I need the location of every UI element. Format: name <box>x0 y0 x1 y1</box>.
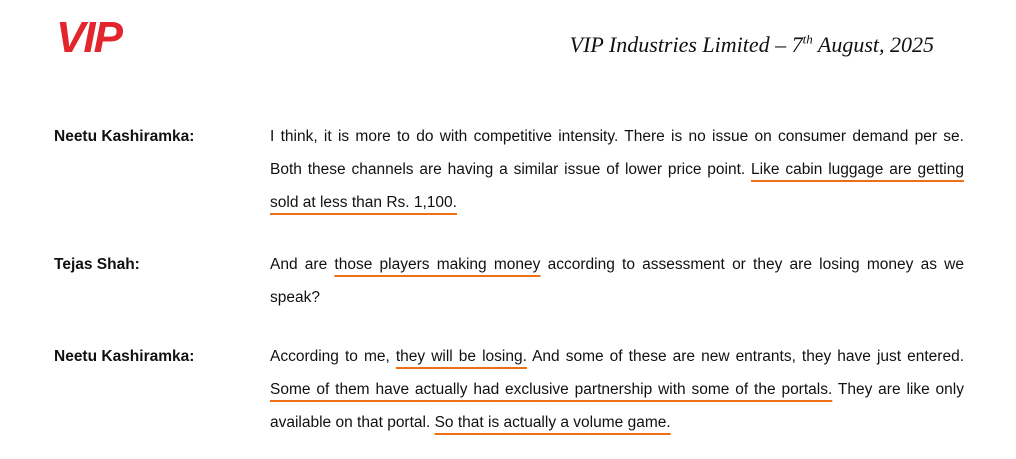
speech-text <box>270 248 964 314</box>
speech-text <box>270 120 964 219</box>
speech-segment-underlined: those players making money <box>334 256 541 273</box>
speech-segment-underlined: they will be losing. <box>395 348 527 365</box>
document-header-title <box>570 32 934 58</box>
speech-segment: And are <box>270 256 335 273</box>
speaker-name: Tejas Shah: <box>54 256 140 273</box>
speech-text <box>270 340 964 439</box>
header-title-sup: th <box>802 31 813 47</box>
speech-segment: according to assessment or they are losing money as we speak? <box>270 256 964 306</box>
speech-segment: And some of these are new entrants, they have just entered. <box>526 348 964 365</box>
speaker-name: Neetu Kashiramka: <box>54 128 195 145</box>
speech-segment-underlined: So that is actually a volume game. <box>434 414 671 431</box>
speech-segment-underlined: Like cabin luggage are getting sold at less than Rs. 1,100. <box>270 161 964 211</box>
speech-segment: I think, it is more to do with competitive intensity. There is no issue on consumer demand per se. Both these channels are having a similar issue of lower price point. <box>270 128 964 178</box>
vip-logo-text: VIP <box>56 13 121 60</box>
speech-segment-underlined: Some of them have actually had exclusive partnership with some of the portals. <box>270 381 833 398</box>
vip-logo <box>54 12 162 60</box>
speech-segment: They are like only available on that portal. <box>270 381 964 431</box>
speech-segment: According to me, <box>270 348 396 365</box>
speaker-name: Neetu Kashiramka: <box>54 348 195 365</box>
header-title-suffix: August, 2025 <box>812 32 934 57</box>
header-title-prefix: VIP Industries Limited – 7 <box>569 32 803 57</box>
